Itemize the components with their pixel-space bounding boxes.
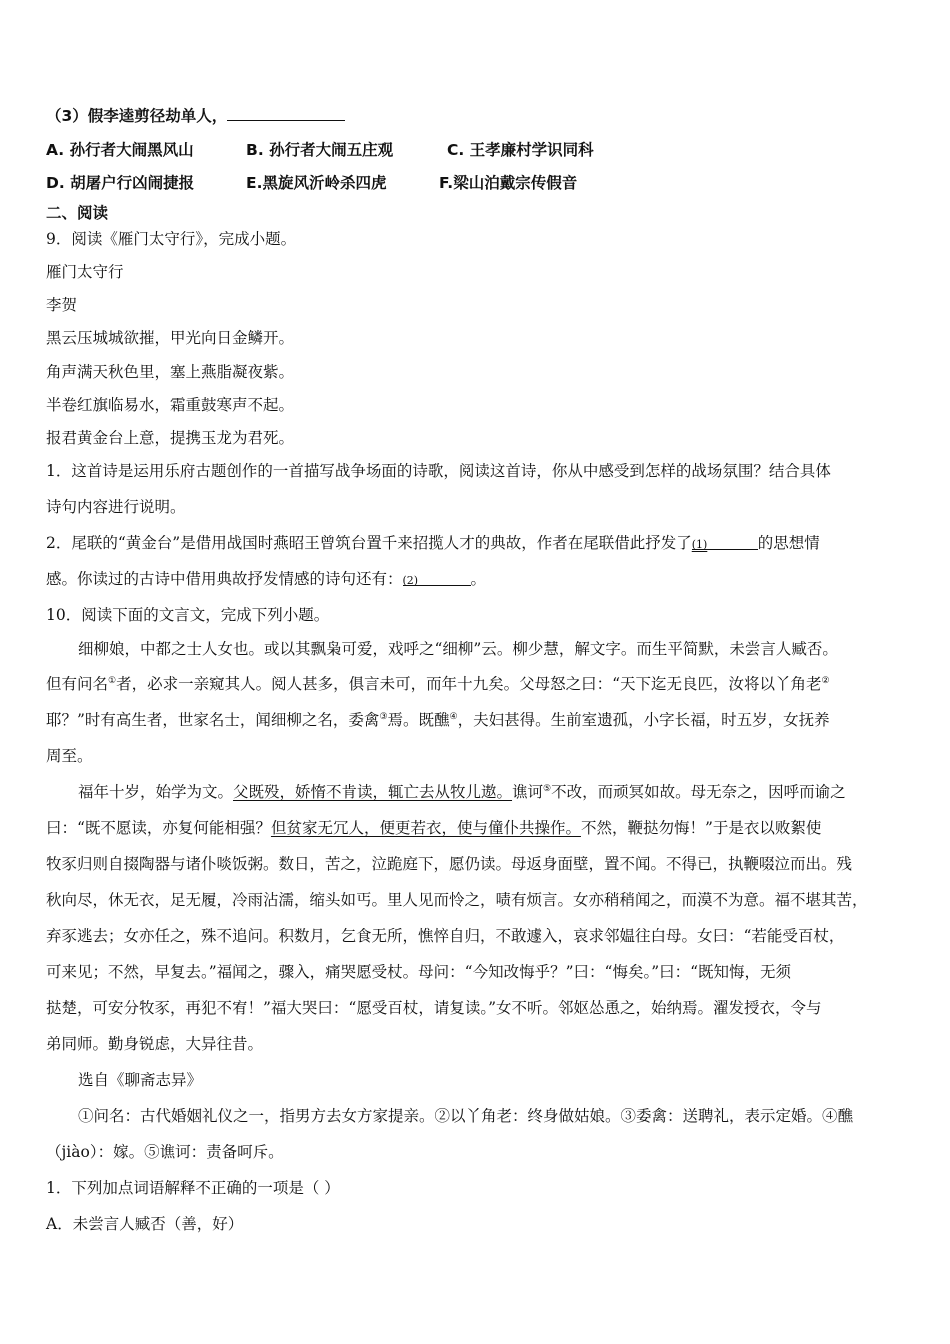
passage-line: 牧豕归则自掇陶器与诸仆啖饭粥。数日，苦之，泣跪庭下，愿仍读。母返身面壁，置不闻。不得已，执鞭啜泣而出。残 <box>46 855 853 873</box>
poem-title: 雁门太守行 <box>46 263 124 281</box>
question-10-intro: 10．阅读下面的文言文，完成下列小题。 <box>46 606 330 624</box>
poem-author: 李贺 <box>46 296 78 314</box>
section-title: 二、阅读 <box>46 204 109 222</box>
passage-line: 细柳娘，中都之士人女也。或以其飘枭可爱，戏呼之“细柳”云。柳少慧，解文字。而生平简默，未尝言人臧否。 <box>78 640 838 658</box>
option-c: C. 王孝廉村学识同科 <box>447 141 594 159</box>
option-b: B. 孙行者大闹五庄观 <box>246 141 394 159</box>
passage-line: 弟同师。勤身锐虑，大异往昔。 <box>46 1035 264 1053</box>
passage-line: 曰：“既不愿读，亦复何能相强？但贫家无冗人，便更若衣，使与僮仆共操作。不然，鞭挞勿悔！”于是衣以败絮使 <box>46 819 822 837</box>
passage-line: 周至。 <box>46 747 93 765</box>
option-a: A. 孙行者大闹黑风山 <box>46 141 194 159</box>
poem-line: 黑云压城城欲摧，甲光向日金鳞开。 <box>46 329 295 347</box>
passage-line: 弃豕逃去；女亦任之，殊不追问。积数月，乞食无所，憔悴自归，不敢遽入，哀求邻媪往白母。女曰：“若能受百杖， <box>46 927 845 945</box>
question-9-intro: 9．阅读《雁门太守行》，完成小题。 <box>46 230 297 248</box>
q10-option-a: A．未尝言人臧否（善，好） <box>46 1215 244 1233</box>
q10-sub1: 1．下列加点词语解释不正确的一项是（ ） <box>46 1179 340 1197</box>
passage-line: 挞楚，可安分牧豕，再犯不宥！”福大哭曰：“愿受百杖，请复读。”女不听。邻妪怂恿之，始纳焉。濯发授衣，令与 <box>46 999 822 1017</box>
poem-line: 半卷红旗临易水，霜重鼓寒声不起。 <box>46 396 295 414</box>
question-3-line <box>46 106 345 126</box>
q9-sub1-line1: 1．这首诗是运用乐府古题创作的一首描写战争场面的诗歌，阅读这首诗，你从中感受到怎样的战场氛围？结合具体 <box>46 462 831 480</box>
answer-blank-2[interactable]: (2) <box>403 571 471 586</box>
underlined-sentence-1: 父既殁，娇惰不肯读，辄亡去从牧儿遨。 <box>233 783 513 801</box>
option-d: D. 胡屠户行凶闹捷报 <box>46 174 195 192</box>
underlined-sentence-2: 但贫家无冗人，便更若衣，使与僮仆共操作。 <box>270 819 581 837</box>
q9-sub1-line2: 诗句内容进行说明。 <box>46 498 186 516</box>
passage-line: 可来见；不然，早复去。”福闻之，骤入，痛哭愿受杖。母问：“今知改悔乎？”曰：“悔矣。”曰：“既知悔，无须 <box>46 963 792 981</box>
passage-source: 选自《聊斋志异》 <box>78 1071 203 1089</box>
passage-line: 福年十岁，始学为文。父既殁，娇惰不肯读，辄亡去从牧儿遨。谯诃⑤不改，而顽冥如故。母无奈之，因呼而谕之 <box>78 783 846 801</box>
passage-line: 耶？”时有高生者，世家名士，闻细柳之名，委禽③焉。既醮④，夫妇甚得。生前室遗孤，小字长福，时五岁，女抚养 <box>46 711 830 729</box>
question-3-prompt: （3）假李逵剪径劫单人， <box>46 107 228 125</box>
poem-line: 角声满天秋色里，塞上燕脂凝夜紫。 <box>46 363 295 381</box>
option-f: F.梁山泊戴宗传假音 <box>439 174 578 192</box>
poem-line: 报君黄金台上意，提携玉龙为君死。 <box>46 429 295 447</box>
footnotes-line1: ①问名：古代婚姻礼仪之一，指男方去女方家提亲。②以丫角老：终身做姑娘。③委禽：送聘礼，表示定婚。④醮 <box>78 1107 854 1125</box>
answer-blank[interactable] <box>227 106 345 121</box>
q9-sub2-line2: 感。你读过的古诗中借用典故抒发情感的诗句还有：(2) 。 <box>46 570 487 588</box>
footnotes-line2: （jiào）：嫁。⑤谯诃：责备呵斥。 <box>46 1143 284 1161</box>
answer-blank-1[interactable]: (1) <box>692 535 758 550</box>
option-e: E.黑旋风沂岭杀四虎 <box>246 174 387 192</box>
passage-line: 秋向尽，休无衣，足无履，冷雨沾濡，缩头如丐。里人见而怜之，啧有烦言。女亦稍稍闻之，而漠不为意。福不堪其苦， <box>46 891 868 909</box>
passage-line: 但有问名①者，必求一亲窥其人。阅人甚多，俱言未可，而年十九矣。父母怒之曰：“天下迄无良匹，汝将以丫角老② <box>46 675 830 693</box>
q9-sub2-line1: 2．尾联的“黄金台”是借用战国时燕昭王曾筑台置千来招揽人才的典故，作者在尾联借此抒发了(1) 的思想情 <box>46 534 820 552</box>
